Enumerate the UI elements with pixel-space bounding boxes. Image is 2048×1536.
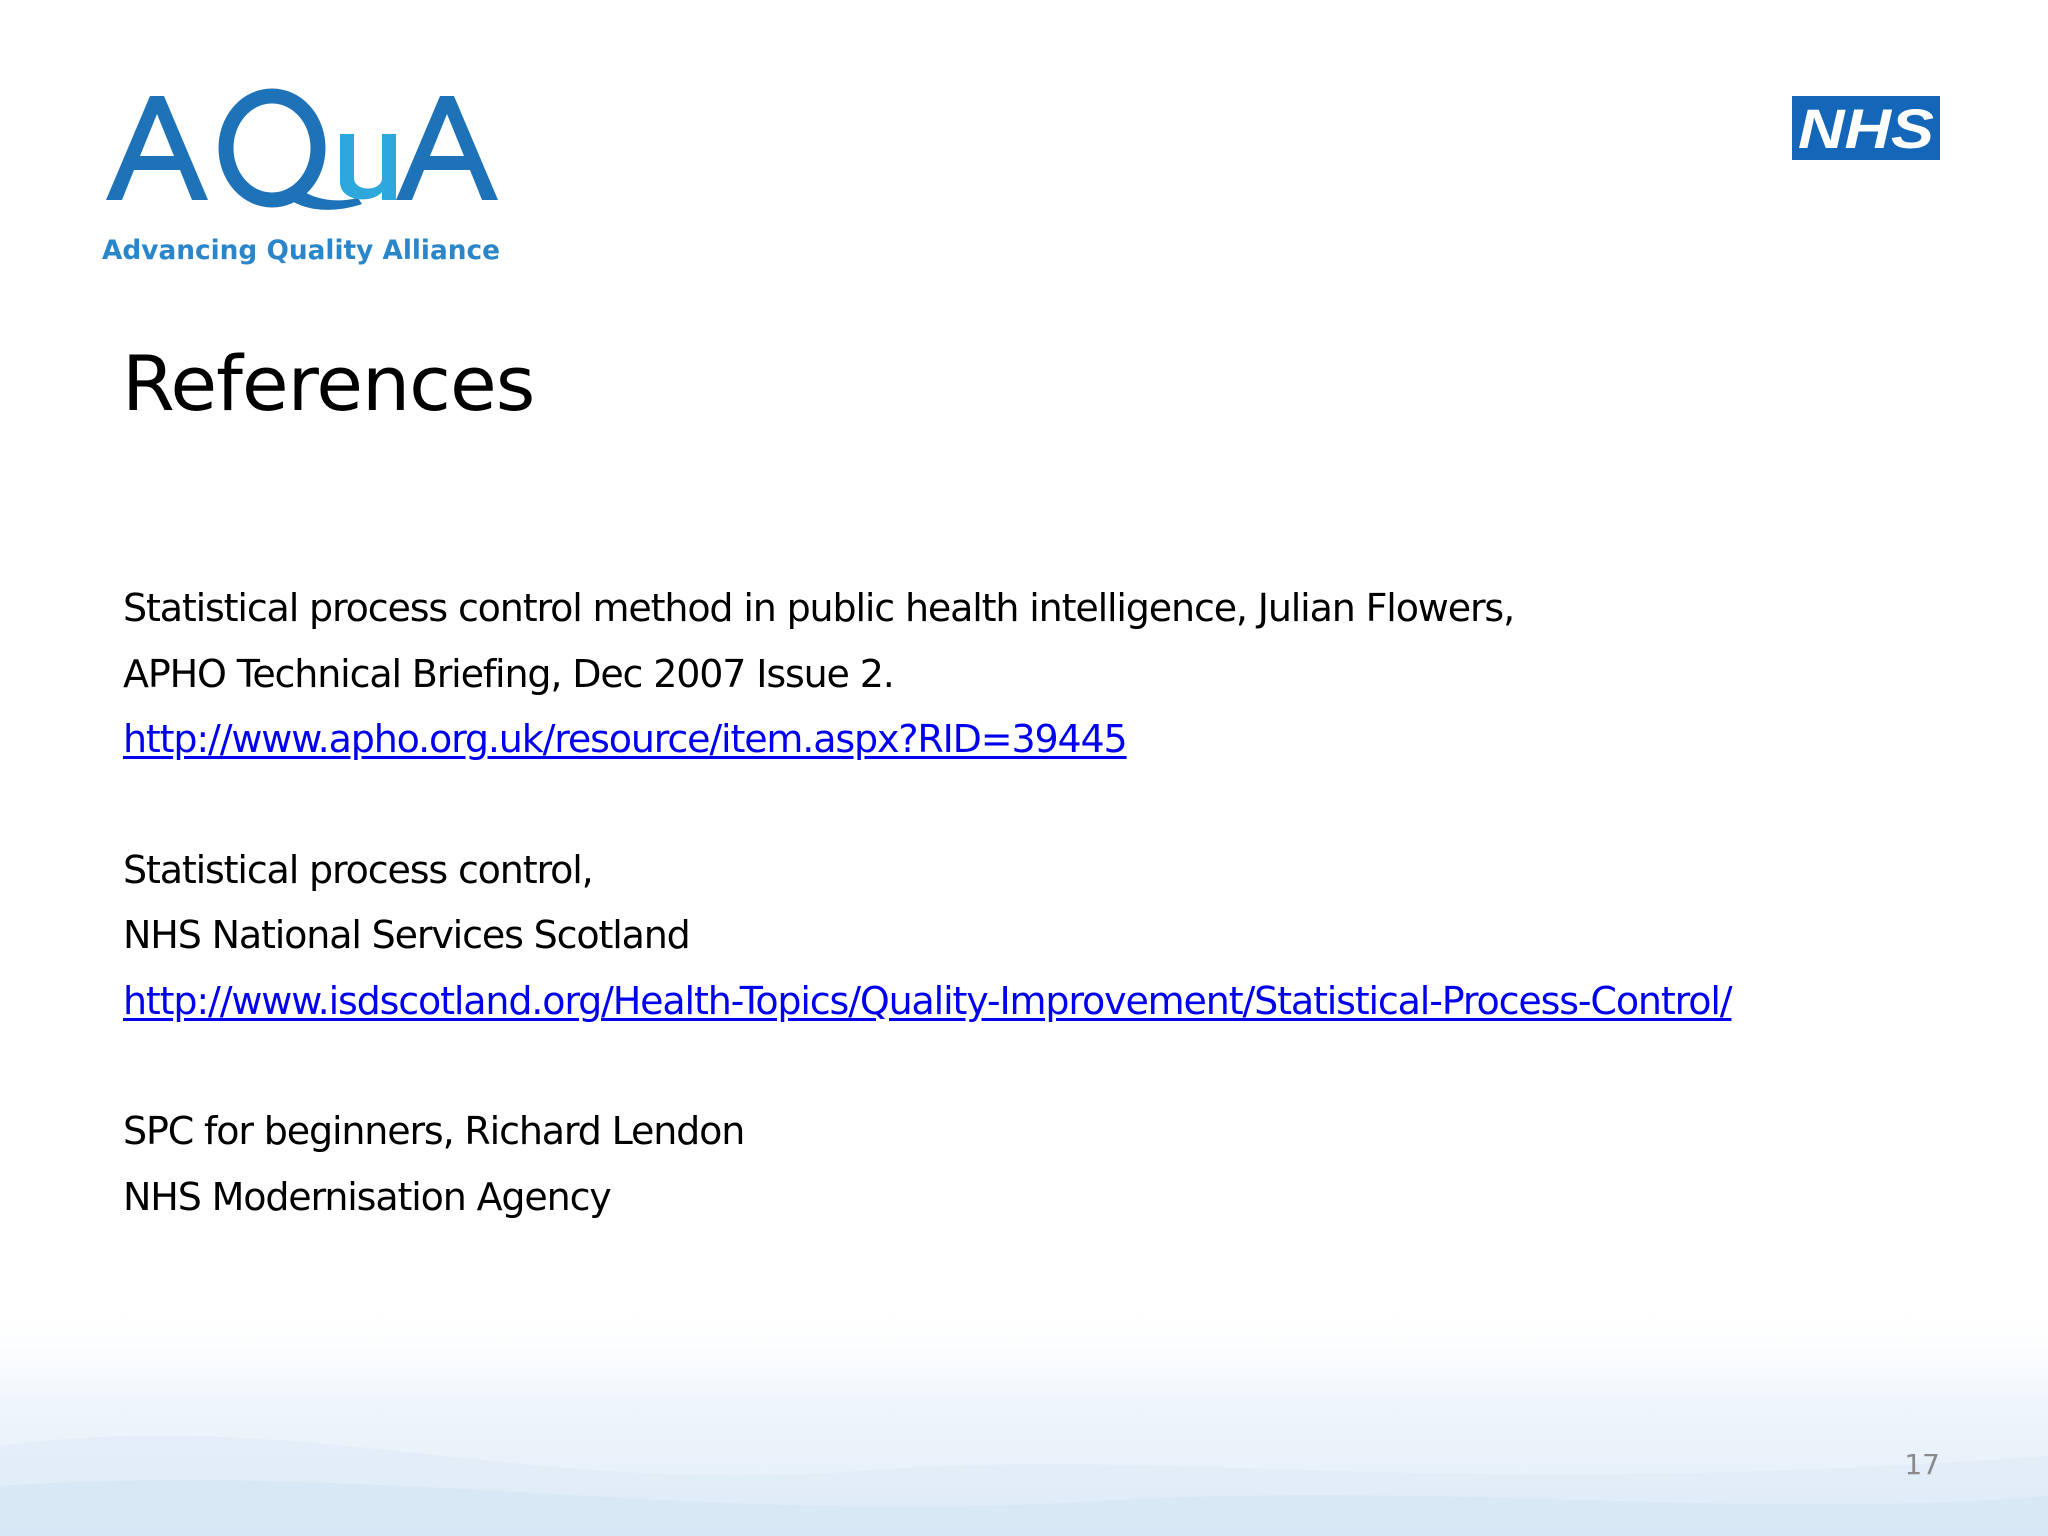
- reference-link[interactable]: http://www.apho.org.uk/resource/item.aspx?RID=39445: [123, 717, 1127, 761]
- reference-text: Statistical process control,: [123, 847, 593, 892]
- reference-line: [123, 707, 1923, 773]
- reference-text: NHS National Services Scotland: [123, 913, 690, 957]
- bottom-wave-decoration: [0, 1296, 2048, 1536]
- svg-text:NHS: NHS: [1798, 97, 1934, 160]
- svg-text:Advancing Quality Alliance: Advancing Quality Alliance: [102, 235, 500, 266]
- page-number: 17: [1904, 1448, 1940, 1481]
- reference-entry: [123, 576, 1923, 773]
- reference-text: NHS Modernisation Agency: [123, 1174, 611, 1219]
- reference-entry: [123, 838, 1923, 1035]
- aqua-logo: [100, 88, 510, 278]
- references-list: [123, 576, 1923, 1295]
- reference-text: Statistical process control method in public health intelligence, Julian Flowers,: [123, 586, 1515, 630]
- nhs-logo: [1792, 96, 1940, 160]
- reference-entry: [123, 1099, 1923, 1230]
- page-title: References: [122, 339, 535, 428]
- reference-text: SPC for beginners, Richard Lendon: [123, 1109, 745, 1153]
- reference-text: APHO Technical Briefing, Dec 2007 Issue 2.: [123, 651, 894, 696]
- reference-line: [123, 969, 1923, 1035]
- reference-link[interactable]: http://www.isdscotland.org/Health-Topics/Quality-Improvement/Statistical-Process-Control/: [123, 978, 1732, 1023]
